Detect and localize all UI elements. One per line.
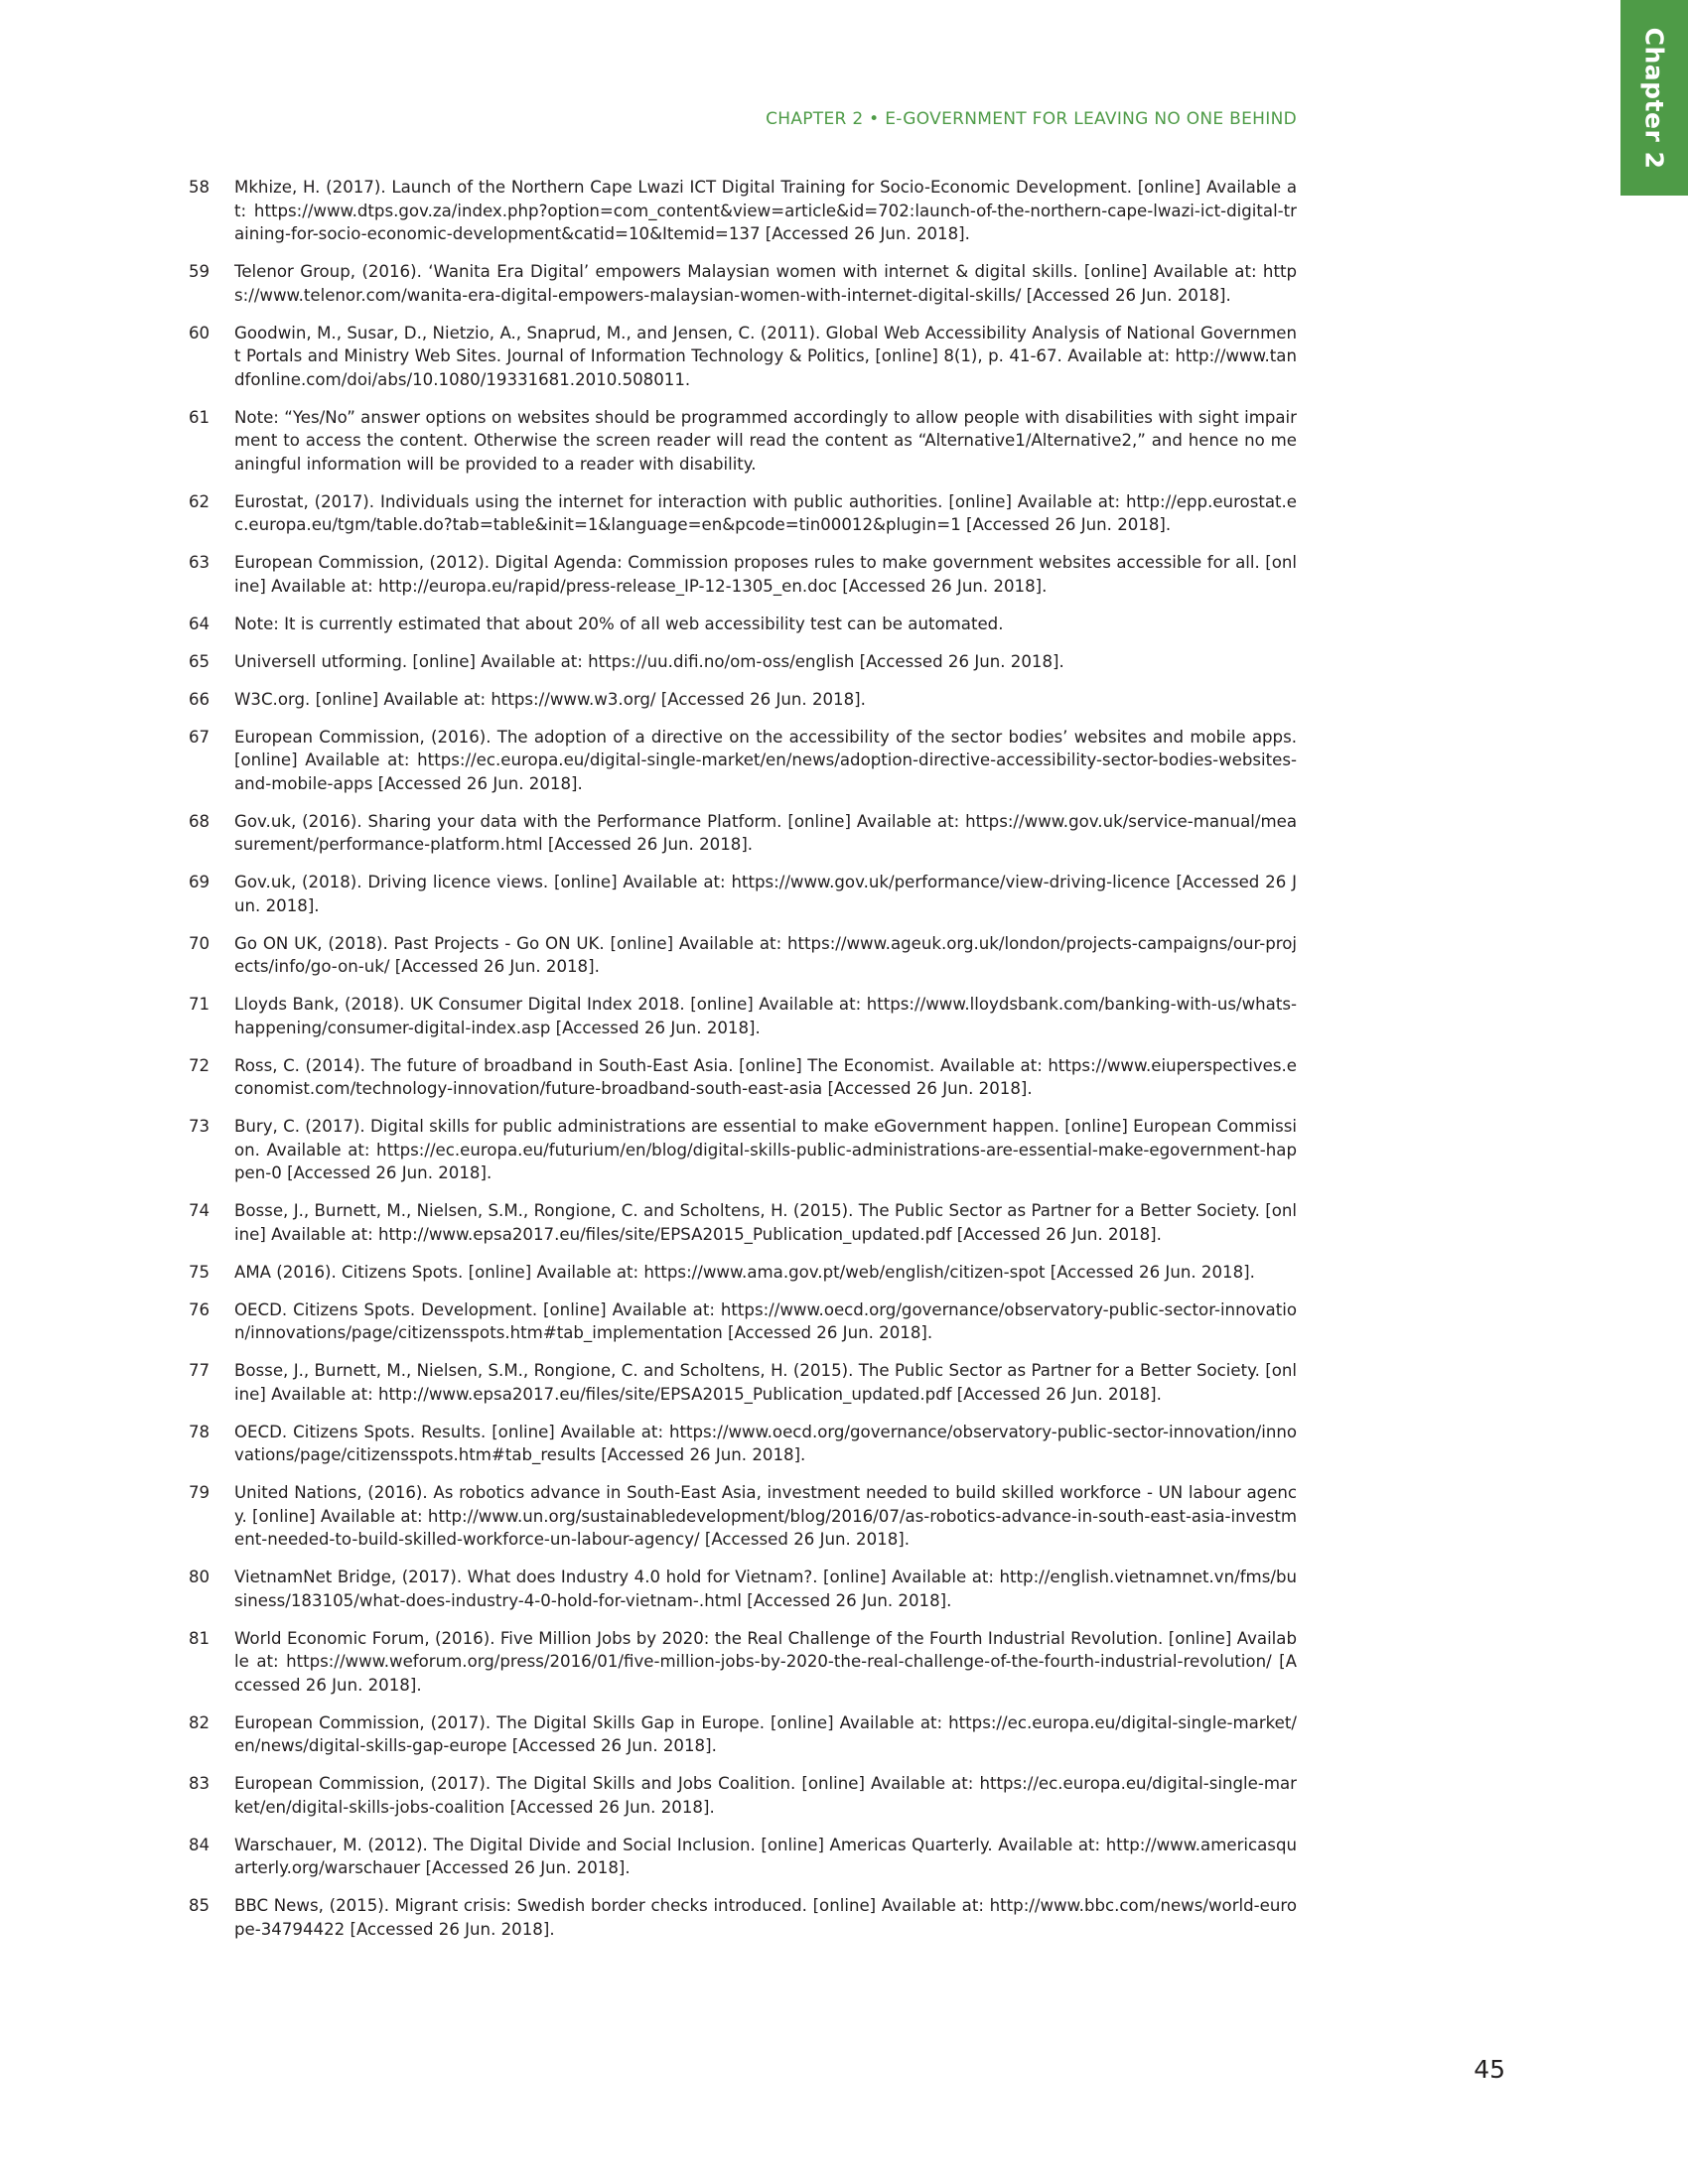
footnote-item	[189, 176, 1297, 246]
footnote-item	[189, 260, 1297, 307]
chapter-tab	[1620, 0, 1688, 196]
footnote-item	[189, 490, 1297, 537]
footnote-number: 74	[189, 1201, 211, 1220]
footnote-text: European Commission, (2016). The adoption of a directive on the accessibility of the sector bodies’ websites and mobile apps. [online] Available at: https://ec.europa.eu/digital-single-market/en/news/adoption-directive-accessibility-sector-bodies-websites-and-mobile-apps [Accessed 26 Jun. 2018].	[234, 727, 1297, 793]
footnote-text: Bury, C. (2017). Digital skills for public administrations are essential to make eGovernment happen. [online] European Commission. Available at: https://ec.europa.eu/futurium/en/blog/digital-skills-public-administrations-are-essential-make-egovernment-happen-0 [Accessed 26 Jun. 2018].	[234, 1117, 1297, 1182]
footnote-number: 83	[189, 1774, 211, 1793]
footnote-item	[189, 650, 1297, 674]
footnote-item	[189, 613, 1297, 636]
footnote-item	[189, 1359, 1297, 1406]
footnote-number: 71	[189, 995, 211, 1014]
footnote-text: Mkhize, H. (2017). Launch of the Northern Cape Lwazi ICT Digital Training for Socio-Economic Development. [online] Available at: https://www.dtps.gov.za/index.php?option=com_content&view=article&id=702:launch-of-the-northern-cape-lwazi-ict-digital-training-for-socio-economic-development&catid=10&Itemid=137 [Accessed 26 Jun. 2018].	[234, 178, 1297, 243]
footnote-item	[189, 810, 1297, 857]
footnote-item	[189, 932, 1297, 979]
footnote-text: OECD. Citizens Spots. Development. [online] Available at: https://www.oecd.org/governance/observatory-public-sector-innovation/innovations/page/citizensspots.htm#tab_implementation [Accessed 26 Jun. 2018].	[234, 1299, 1297, 1342]
footnote-number: 59	[189, 262, 211, 281]
footnote-text: Telenor Group, (2016). ‘Wanita Era Digital’ empowers Malaysian women with internet & digital skills. [online] Available at: https://www.telenor.com/wanita-era-digital-empowers-malaysian-women-with-internet-digital-skills/ [Accessed 26 Jun. 2018].	[234, 262, 1297, 305]
footnote-text: OECD. Citizens Spots. Results. [online] Available at: https://www.oecd.org/governance/observatory-public-sector-innovation/innovations/page/citizensspots.htm#tab_results [Accessed 26 Jun. 2018].	[234, 1422, 1297, 1464]
footnote-item	[189, 1054, 1297, 1101]
footnote-item	[189, 1481, 1297, 1552]
footnote-number: 62	[189, 491, 211, 511]
footnote-number: 79	[189, 1483, 211, 1502]
footnote-item	[189, 322, 1297, 392]
footnote-text: Ross, C. (2014). The future of broadband in South-East Asia. [online] The Economist. Available at: https://www.eiuperspectives.economist.com/technology-innovation/future-broadband-south-east-asia [Accessed 26 Jun. 2018].	[234, 1055, 1297, 1098]
footnote-number: 75	[189, 1262, 211, 1282]
footnote-number: 69	[189, 873, 211, 891]
footnote-item	[189, 1115, 1297, 1185]
footnote-number: 72	[189, 1055, 211, 1075]
footnote-item	[189, 1772, 1297, 1819]
footnote-text: Warschauer, M. (2012). The Digital Divide and Social Inclusion. [online] Americas Quarterly. Available at: http://www.americasquarterly.org/warschauer [Accessed 26 Jun. 2018].	[234, 1835, 1297, 1877]
footnote-text: AMA (2016). Citizens Spots. [online] Available at: https://www.ama.gov.pt/web/english/citizen-spot [Accessed 26 Jun. 2018].	[234, 1262, 1255, 1282]
footnote-text: Bosse, J., Burnett, M., Nielsen, S.M., Rongione, C. and Scholtens, H. (2015). The Public Sector as Partner for a Better Society. [online] Available at: http://www.epsa2017.eu/files/site/EPSA2015_Publication_updated.pdf [Accessed 26 Jun. 2018].	[234, 1201, 1297, 1244]
footnote-number: 78	[189, 1422, 211, 1441]
footnote-text: Lloyds Bank, (2018). UK Consumer Digital Index 2018. [online] Available at: https://www.lloydsbank.com/banking-with-us/whats-happening/consumer-digital-index.asp [Accessed 26 Jun. 2018].	[234, 995, 1297, 1037]
footnote-item	[189, 1199, 1297, 1246]
chapter-tab-label: Chapter 2	[1639, 27, 1669, 169]
footnote-item	[189, 993, 1297, 1039]
footnote-number: 80	[189, 1568, 211, 1586]
footnote-number: 63	[189, 553, 211, 572]
footnote-text: Note: “Yes/No” answer options on websites should be programmed accordingly to allow people with disabilities with sight impairment to access the content. Otherwise the screen reader will read the content as “Alternative1/Alternative2,” and hence no meaningful information will be provided to a reader with disability.	[234, 407, 1297, 474]
footnote-text: Bosse, J., Burnett, M., Nielsen, S.M., Rongione, C. and Scholtens, H. (2015). The Public Sector as Partner for a Better Society. [online] Available at: http://www.epsa2017.eu/files/site/EPSA2015_Publication_updated.pdf [Accessed 26 Jun. 2018].	[234, 1361, 1297, 1404]
footnote-item	[189, 551, 1297, 598]
running-header: CHAPTER 2 • E-GOVERNMENT FOR LEAVING NO ONE BEHIND	[766, 109, 1297, 129]
footnote-text: Goodwin, M., Susar, D., Nietzio, A., Snaprud, M., and Jensen, C. (2011). Global Web Accessibility Analysis of National Government Portals and Ministry Web Sites. Journal of Information Technology & Politics, [online] 8(1), p. 41-67. Available at: http://www.tandfonline.com/doi/abs/10.1080/19331681.2010.508011.	[234, 323, 1297, 389]
footnote-number: 77	[189, 1361, 211, 1380]
footnote-number: 82	[189, 1712, 211, 1732]
footnote-item	[189, 1834, 1297, 1880]
footnote-number: 84	[189, 1835, 211, 1854]
footnote-number: 64	[189, 614, 211, 633]
footnote-text: VietnamNet Bridge, (2017). What does Industry 4.0 hold for Vietnam?. [online] Available at: http://english.vietnamnet.vn/fms/business/183105/what-does-industry-4-0-hold-for-vietnam-.html [Accessed 26 Jun. 2018].	[234, 1568, 1297, 1610]
footnote-text: Note: It is currently estimated that about 20% of all web accessibility test can be automated.	[234, 614, 1004, 633]
footnote-item	[189, 1711, 1297, 1758]
footnote-item	[189, 871, 1297, 917]
footnote-text: W3C.org. [online] Available at: https://www.w3.org/ [Accessed 26 Jun. 2018].	[234, 689, 866, 709]
footnote-item	[189, 726, 1297, 796]
footnote-number: 66	[189, 689, 211, 709]
footnote-text: World Economic Forum, (2016). Five Million Jobs by 2020: the Real Challenge of the Fourth Industrial Revolution. [online] Available at: https://www.weforum.org/press/2016/01/five-million-jobs-by-2020-the-real-challenge-of-the-fourth-industrial-revolution/ [Accessed 26 Jun. 2018].	[234, 1628, 1297, 1695]
footnote-text: Gov.uk, (2018). Driving licence views. [online] Available at: https://www.gov.uk/performance/view-driving-licence [Accessed 26 Jun. 2018].	[234, 873, 1297, 915]
footnote-number: 85	[189, 1896, 211, 1915]
footnote-number: 67	[189, 727, 211, 747]
footnote-text: United Nations, (2016). As robotics advance in South-East Asia, investment needed to build skilled workforce - UN labour agency. [online] Available at: http://www.un.org/sustainabledevelopment/blog/2016/07/as-robotics-advance-in-south-east-asia-investment-needed-to-build-skilled-workforce-un-labour-agency/ [Accessed 26 Jun. 2018].	[234, 1483, 1297, 1549]
footnote-number: 68	[189, 811, 211, 831]
footnote-text: European Commission, (2012). Digital Agenda: Commission proposes rules to make government websites accessible for all. [online] Available at: http://europa.eu/rapid/press-release_IP-12-1305_en.doc [Accessed 26 Jun. 2018].	[234, 553, 1297, 596]
footnote-text: Eurostat, (2017). Individuals using the internet for interaction with public authorities. [online] Available at: http://epp.eurostat.ec.europa.eu/tgm/table.do?tab=table&init=1&language=en&pcode=tin00012&plugin=1 [Accessed 26 Jun. 2018].	[234, 491, 1297, 534]
footnote-number: 73	[189, 1117, 211, 1136]
footnote-text: BBC News, (2015). Migrant crisis: Swedish border checks introduced. [online] Available at: http://www.bbc.com/news/world-europe-34794422 [Accessed 26 Jun. 2018].	[234, 1896, 1297, 1939]
footnote-text: Go ON UK, (2018). Past Projects - Go ON UK. [online] Available at: https://www.ageuk.org.uk/london/projects-campaigns/our-projects/info/go-on-uk/ [Accessed 26 Jun. 2018].	[234, 933, 1297, 976]
footnote-number: 61	[189, 407, 211, 427]
footnote-item	[189, 1894, 1297, 1941]
footnote-text: European Commission, (2017). The Digital Skills and Jobs Coalition. [online] Available at: https://ec.europa.eu/digital-single-market/en/digital-skills-jobs-coalition [Accessed 26 Jun. 2018].	[234, 1774, 1297, 1817]
footnote-item	[189, 1566, 1297, 1612]
page-number: 45	[1474, 2055, 1505, 2084]
footnote-item	[189, 1421, 1297, 1467]
footnote-item	[189, 406, 1297, 477]
footnote-item	[189, 688, 1297, 712]
footnote-text: European Commission, (2017). The Digital Skills Gap in Europe. [online] Available at: https://ec.europa.eu/digital-single-market/en/news/digital-skills-gap-europe [Accessed 26 Jun. 2018].	[234, 1712, 1297, 1755]
footnote-list	[0, 176, 1688, 1956]
footnote-number: 58	[189, 178, 211, 197]
footnote-number: 65	[189, 651, 211, 671]
footnote-number: 70	[189, 933, 211, 953]
footnote-item	[189, 1261, 1297, 1285]
footnote-number: 76	[189, 1299, 211, 1319]
footnote-item	[189, 1627, 1297, 1698]
footnote-number: 60	[189, 323, 211, 342]
footnote-number: 81	[189, 1628, 211, 1648]
footnote-item	[189, 1298, 1297, 1345]
footnote-text: Universell utforming. [online] Available at: https://uu.difi.no/om-oss/english [Accessed 26 Jun. 2018].	[234, 651, 1064, 671]
footnote-text: Gov.uk, (2016). Sharing your data with the Performance Platform. [online] Available at: https://www.gov.uk/service-manual/measurement/performance-platform.html [Accessed 26 Jun. 2018].	[234, 811, 1297, 854]
